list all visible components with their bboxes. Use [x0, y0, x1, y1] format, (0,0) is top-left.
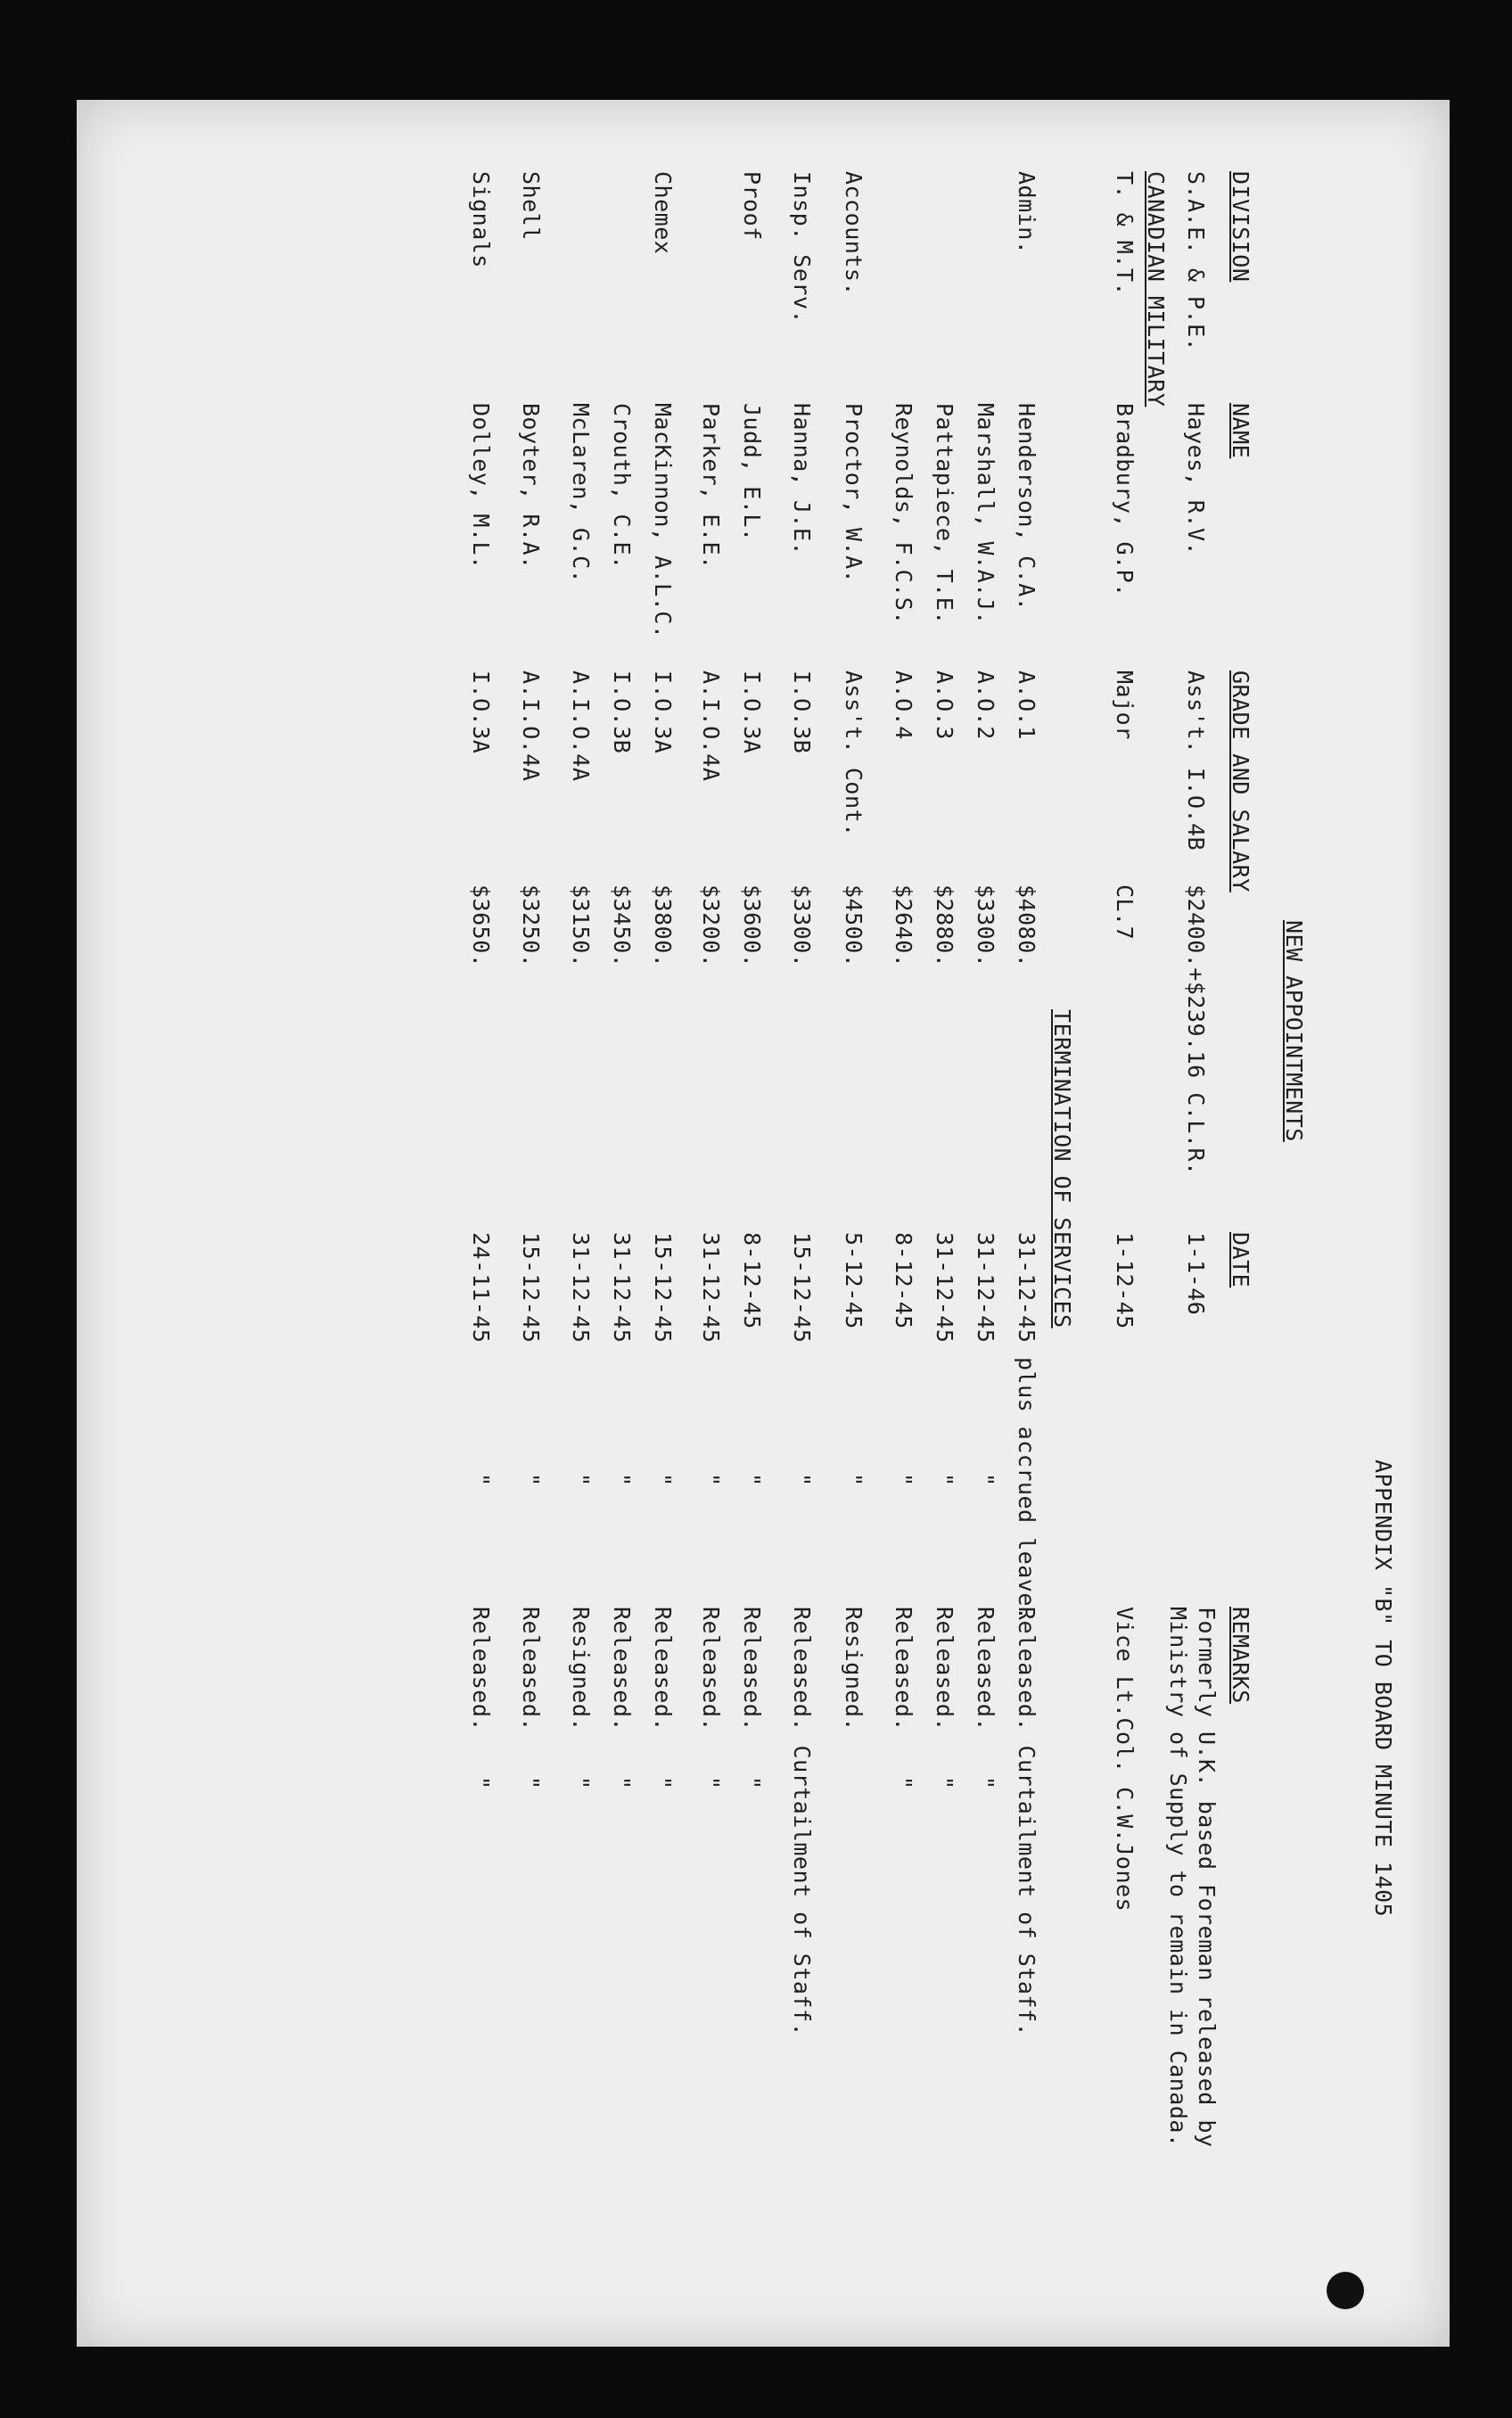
new-row-remarks-1: Vice Lt.Col. C.W.Jones: [1112, 1607, 1138, 1912]
term-date-cell: 8-12-45: [891, 1232, 916, 1329]
term-rd-cell: ": [650, 1776, 676, 1790]
new-row-grade: Major: [1112, 670, 1138, 740]
header-date: DATE: [1228, 1232, 1253, 1288]
term-name-cell: MacKinnon, A.L.C.: [650, 403, 676, 639]
term-salary-cell: $3600.: [739, 884, 765, 968]
term-ditto-cell: ": [789, 1473, 815, 1487]
term-salary-cell: $3300.: [973, 884, 998, 968]
term-date-cell: 31-12-45 plus accrued leave.: [1014, 1232, 1040, 1621]
term-salary-cell: $3800.: [650, 884, 676, 968]
header-division: DIVISION: [1228, 171, 1253, 283]
term-name-cell: McLaren, G.C.: [568, 403, 594, 584]
term-rd-cell: ": [739, 1776, 765, 1790]
term-remarks-cell: Released.: [609, 1607, 635, 1731]
term-division-cell: Admin.: [1014, 171, 1040, 255]
term-grade-cell: Ass't. Cont.: [841, 670, 867, 837]
term-salary-cell: $3300.: [789, 884, 815, 968]
term-grade-cell: I.O.3A: [739, 670, 765, 754]
term-salary-cell: $3200.: [698, 884, 724, 968]
term-division-cell: Insp. Serv.: [789, 171, 815, 325]
term-salary-cell: $2640.: [891, 884, 916, 968]
term-salary-cell: $3450.: [609, 884, 635, 968]
term-rd-cell: ": [609, 1776, 635, 1790]
term-remarks-cell: Released.: [698, 1607, 724, 1731]
term-remarks-cell: Released. Curtailment of Staff.: [789, 1607, 815, 2037]
term-rd-cell: ": [518, 1776, 544, 1790]
term-ditto-cell: ": [568, 1473, 594, 1487]
term-salary-cell: $4080.: [1014, 884, 1040, 968]
term-date-cell: 15-12-45: [650, 1232, 676, 1344]
term-grade-cell: A.O.4: [891, 670, 916, 740]
new-row-grade: Ass't. I.O.4B: [1183, 670, 1209, 851]
term-name-cell: Hanna, J.E.: [789, 403, 815, 556]
term-name-cell: Reynolds, F.C.S.: [891, 403, 916, 625]
term-rd-cell: ": [698, 1776, 724, 1790]
term-name-cell: Judd, E.L.: [739, 403, 765, 542]
term-grade-cell: A.O.1: [1014, 670, 1040, 740]
term-rd-cell: ": [568, 1776, 594, 1790]
term-grade-cell: I.O.3A: [468, 670, 494, 754]
header-grade-salary: GRADE AND SALARY: [1228, 670, 1253, 892]
term-salary-cell: $4500.: [841, 884, 867, 968]
term-ditto-cell: ": [650, 1473, 676, 1487]
term-name-cell: Proctor, W.A.: [841, 403, 867, 584]
term-division-cell: Chemex: [650, 171, 676, 255]
term-grade-cell: A.I.O.4A: [568, 670, 594, 782]
new-row-name: Hayes, R.V.: [1183, 403, 1209, 556]
term-grade-cell: A.O.2: [973, 670, 998, 740]
term-ditto-cell: ": [739, 1473, 765, 1487]
term-date-cell: 31-12-45: [568, 1232, 594, 1344]
term-remarks-cell: Released.: [739, 1607, 765, 1731]
new-row-salary: CL.7: [1112, 884, 1138, 941]
term-name-cell: Henderson, C.A.: [1014, 403, 1040, 612]
term-remarks-cell: Resigned.: [568, 1607, 594, 1731]
rotated-content: [77, 100, 1450, 2347]
appendix-title: APPENDIX "B" TO BOARD MINUTE 1405: [1370, 1460, 1396, 1918]
term-ditto-cell: ": [891, 1473, 916, 1487]
term-rd-cell: ": [891, 1776, 916, 1790]
term-salary-cell: $3150.: [568, 884, 594, 968]
term-date-cell: 5-12-45: [841, 1232, 867, 1329]
term-date-cell: 31-12-45: [932, 1232, 957, 1344]
new-row-division: S.A.E. & P.E.: [1183, 171, 1209, 352]
term-date-cell: 31-12-45: [698, 1232, 724, 1344]
new-row-division: T. & M.T.: [1112, 171, 1138, 296]
term-remarks-cell: Released.: [891, 1607, 916, 1731]
term-name-cell: Dolley, M.L.: [468, 403, 494, 570]
term-ditto-cell: ": [698, 1473, 724, 1487]
term-salary-cell: $2880.: [932, 884, 957, 968]
term-remarks-cell: Released.: [650, 1607, 676, 1731]
term-date-cell: 24-11-45: [468, 1232, 494, 1344]
section-termination: TERMINATION OF SERVICES: [1049, 1009, 1075, 1328]
term-ditto-cell: ": [973, 1473, 998, 1487]
term-grade-cell: A.I.O.4A: [698, 670, 724, 782]
new-row-remarks-1: Formerly U.K. based Foreman released by: [1194, 1607, 1220, 2148]
term-name-cell: Parker, E.E.: [698, 403, 724, 570]
term-rd-cell: ": [973, 1776, 998, 1790]
term-division-cell: Proof: [739, 171, 765, 241]
term-salary-cell: $3650.: [468, 884, 494, 968]
term-grade-cell: I.O.3B: [789, 670, 815, 754]
term-remarks-cell: Released.: [468, 1607, 494, 1731]
term-date-cell: 8-12-45: [739, 1232, 765, 1329]
section-new-appointments: NEW APPOINTMENTS: [1281, 920, 1307, 1142]
term-name-cell: Boyter, R.A.: [518, 403, 544, 570]
new-row-salary: $2400.+$239.16 C.L.R.: [1183, 884, 1209, 1176]
term-date-cell: 15-12-45: [789, 1232, 815, 1344]
header-remarks: REMARKS: [1228, 1607, 1253, 1704]
term-ditto-cell: ": [841, 1473, 867, 1487]
term-division-cell: Accounts.: [841, 171, 867, 296]
term-remarks-cell: Resigned.: [841, 1607, 867, 1731]
term-date-cell: 31-12-45: [609, 1232, 635, 1344]
term-name-cell: Crouth, C.E.: [609, 403, 635, 570]
punch-hole-mark: [1327, 2272, 1364, 2309]
term-ditto-cell: ": [609, 1473, 635, 1487]
term-name-cell: Pattapiece, T.E.: [932, 403, 957, 625]
term-grade-cell: A.O.3: [932, 670, 957, 740]
term-division-cell: Signals: [468, 171, 494, 268]
term-name-cell: Marshall, W.A.J.: [973, 403, 998, 625]
term-grade-cell: I.O.3A: [650, 670, 676, 754]
subheading-canadian-military: CANADIAN MILITARY: [1143, 171, 1169, 407]
term-ditto-cell: ": [518, 1473, 544, 1487]
term-salary-cell: $3250.: [518, 884, 544, 968]
term-rd-cell: ": [932, 1776, 957, 1790]
term-remarks-cell: Released. Curtailment of Staff.: [1014, 1607, 1040, 2037]
term-ditto-cell: ": [932, 1473, 957, 1487]
document-page: [77, 100, 1450, 2347]
header-name: NAME: [1228, 403, 1253, 459]
term-date-cell: 15-12-45: [518, 1232, 544, 1344]
term-remarks-cell: Released.: [932, 1607, 957, 1731]
term-grade-cell: A.I.O.4A: [518, 670, 544, 782]
term-division-cell: Shell: [518, 171, 544, 241]
term-grade-cell: I.O.3B: [609, 670, 635, 754]
new-row-date: 1-1-46: [1183, 1232, 1209, 1316]
term-rd-cell: ": [468, 1776, 494, 1790]
new-row-date: 1-12-45: [1112, 1232, 1138, 1329]
term-date-cell: 31-12-45: [973, 1232, 998, 1344]
term-remarks-cell: Released.: [973, 1607, 998, 1731]
term-remarks-cell: Released.: [518, 1607, 544, 1731]
term-ditto-cell: ": [468, 1473, 494, 1487]
new-row-remarks-2: Ministry of Supply to remain in Canada.: [1165, 1607, 1191, 2148]
new-row-name: Bradbury, G.P.: [1112, 403, 1138, 597]
